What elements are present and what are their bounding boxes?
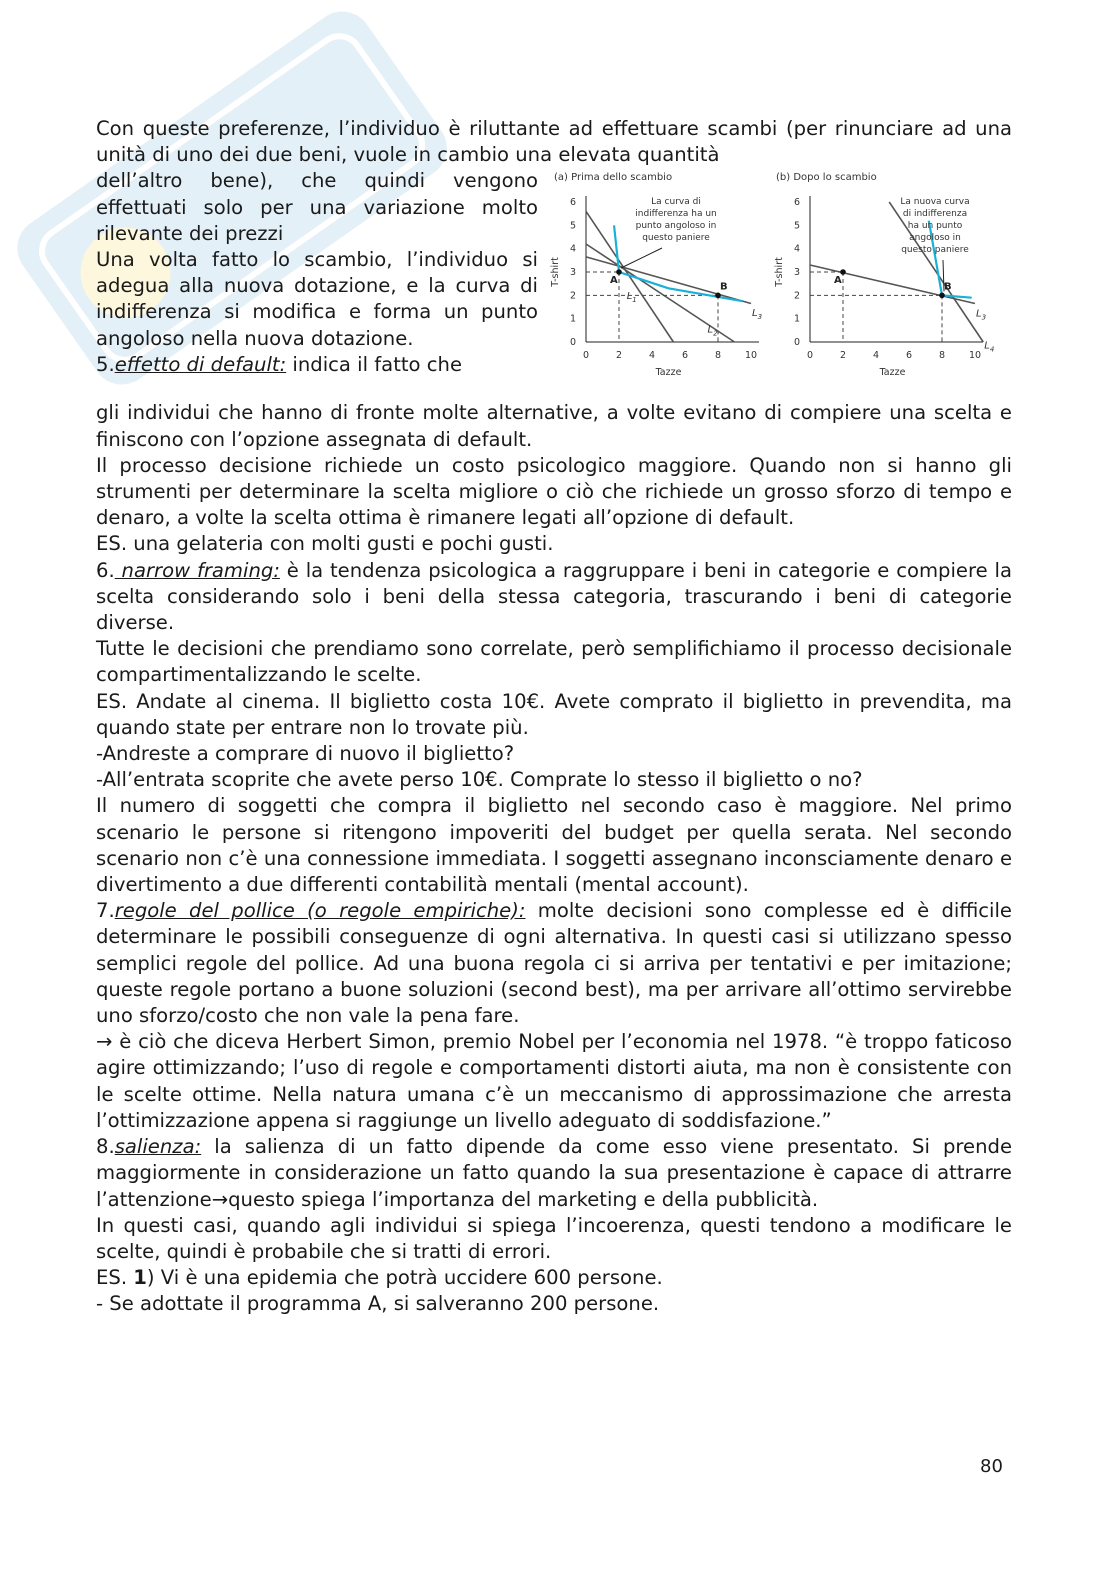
list-item-7: 7.regole del pollice (o regole empiriche): molte decisioni sono complesse ed è difficile determinare le possibili conseguenze di ogni alternativa. In questi casi si utilizzano spesso semplici regole del pollice. Ad una buona regola ci si arriva per tentativi e per imitazione; queste regole portano a buone soluzioni (second best), ma per arrivare all’ottimo servirebbe uno sforzo/costo che non vale la pena fare. <box>96 899 1012 1028</box>
paragraph: -Andreste a comprare di nuovo il biglietto? <box>96 742 515 766</box>
y-tick-label: 6 <box>793 197 800 209</box>
chart-annotation: La curva di <box>651 197 701 208</box>
y-tick-label: 6 <box>569 197 576 209</box>
y-tick-label: 4 <box>793 244 800 256</box>
x-tick-label: 0 <box>582 350 590 362</box>
float-text-block <box>96 168 538 378</box>
bundle-point-label: A <box>834 275 842 287</box>
budget-line-label-sub: 1 <box>632 296 637 305</box>
x-tick-label: 4 <box>648 350 656 362</box>
x-tick-label: 2 <box>839 350 847 362</box>
paragraph: Con queste preferenze, l’individuo è riluttante ad effettuare scambi (per rinunciare ad una unità di uno dei due beni, vuole in cambio una elevata quantità <box>96 117 1012 167</box>
list-item-8: 8.salienza: la salienza di un fatto dipende da come esso viene presentato. Si prende maggiormente in considerazione un fatto quando la sua presentazione è capace di attrarre l’attenzione→questo spiega l’importanza del marketing e della pubblicità. <box>96 1135 1012 1211</box>
page-body <box>96 116 1012 1318</box>
term-regole-pollice: regole del pollice (o regole empiriche): <box>114 899 526 923</box>
example-line: - Se adottate il programma A, si salveranno 200 persone. <box>96 1292 660 1316</box>
chart-title: (b) Dopo lo scambio <box>776 172 877 184</box>
budget-line-label: $L_3$ <box>976 308 987 322</box>
chart-annotation: punto angoloso in <box>635 221 717 232</box>
page-number: 80 <box>980 1456 1003 1477</box>
paragraph: Una volta fatto lo scambio, l’individuo si adegua alla nuova dotazione, e la curva di indifferenza si modifica e forma un punto angoloso nella nuova dotazione. <box>96 248 538 350</box>
chart-title: (a) Prima dello scambio <box>554 172 673 184</box>
chart-annotation: La nuova curva <box>900 197 970 208</box>
chart-panel-2 <box>774 172 994 378</box>
paragraph: ES. Andate al cinema. Il biglietto costa 10€. Avete comprato il biglietto in prevendita, ma quando state per entrare non lo trovate più. <box>96 689 1012 739</box>
y-axis-label: T-shirt <box>774 257 785 288</box>
simon-quote: → è ciò che diceva Herbert Simon, premio Nobel per l’economia nel 1978. “è troppo faticoso agire ottimizzando; l’uso di regole e comportamenti distorti aiuta, ma non è consistente con le scelte ottime. Nella natura umana c’è un meccanismo di approssimazione che arresta l’ottimizzazione appena si raggiunge un livello adeguato di soddisfazione.” <box>96 1030 1012 1132</box>
chart-annotation: indifferenza ha un <box>635 209 717 220</box>
y-tick-label: 3 <box>793 267 800 279</box>
indifference-curves-figure <box>552 168 1012 400</box>
y-tick-label: 1 <box>793 314 800 326</box>
x-tick-label: 6 <box>681 350 689 362</box>
bundle-point-label: B <box>720 281 728 293</box>
term-salienza: salienza: <box>114 1135 202 1159</box>
chart-annotation: questo paniere <box>642 233 710 244</box>
paragraph: Il processo decisione richiede un costo psicologico maggiore. Quando non si hanno gli strumenti per determinare la scelta migliore o ciò che richiede un grosso sforzo di tempo e denaro, a volte la scelta ottima è rimanere legati all’opzione di default. <box>96 453 1012 530</box>
paragraph: Il numero di soggetti che compra il biglietto nel secondo caso è maggiore. Nel primo scenario le persone si ritengono impoveriti del budget per quella serata. Nel secondo scenario non c’è una connessione immediata. I soggetti assegnano inconsciamente denaro e divertimento a due differenti contabilità mentali (mental account). <box>96 794 1012 897</box>
x-axis-label: Tazze <box>879 367 906 379</box>
y-tick-label: 2 <box>569 290 576 302</box>
paragraph: ES. una gelateria con molti gusti e pochi gusti. <box>96 532 554 556</box>
chart-annotation: angoloso in <box>909 233 961 244</box>
chart-annotation: ha un punto <box>907 221 963 232</box>
x-axis-label: Tazze <box>655 367 682 379</box>
chart-panel-1 <box>550 172 762 378</box>
list-item-6: 6. narrow framing: è la tendenza psicologica a raggruppare i beni in categorie e compiere la scelta considerando solo i beni della stessa categoria, trascurando i beni di categorie diverse. <box>96 558 1012 635</box>
paragraph: Tutte le decisioni che prendiamo sono correlate, però semplifichiamo il processo decisionale compartimentalizzando le scelte. <box>96 637 1012 687</box>
y-tick-label: 4 <box>569 244 576 256</box>
list-item-5-body: gli individui che hanno di fronte molte alternative, a volte evitano di compiere una scelta e finiscono con l’opzione assegnata di default. <box>96 401 1012 451</box>
chart-annotation: di indifferenza <box>902 209 968 220</box>
example-line: ES. 1) Vi è una epidemia che potrà uccidere 600 persone. <box>96 1266 663 1290</box>
x-tick-label: 4 <box>872 350 880 362</box>
budget-line-label-sub: 3 <box>981 313 987 322</box>
bundle-point-label: B <box>944 281 952 293</box>
bundle-point <box>715 293 721 299</box>
term-narrow-framing: narrow framing: <box>114 558 280 582</box>
y-tick-label: 0 <box>793 337 800 349</box>
y-tick-label: 0 <box>569 337 576 349</box>
x-tick-label: 6 <box>905 350 913 362</box>
chart-annotation: questo paniere <box>901 245 969 256</box>
y-tick-label: 5 <box>569 220 576 232</box>
y-tick-label: 1 <box>569 314 576 326</box>
paragraph: dell’altro bene), che quindi vengono effettuati solo per una variazione molto rilevante dei prezzi <box>96 169 538 245</box>
budget-line-label-sub: 4 <box>989 346 995 355</box>
y-tick-label: 5 <box>793 220 800 232</box>
x-tick-label: 8 <box>714 350 722 362</box>
y-tick-label: 3 <box>569 267 576 279</box>
paragraph: -All’entrata scoprite che avete perso 10€. Comprate lo stesso il biglietto o no? <box>96 768 863 792</box>
budget-line-label-sub: 2 <box>713 330 718 339</box>
budget-line-label: $L_4$ <box>984 341 995 355</box>
budget-line-label: $L_3$ <box>752 308 763 322</box>
budget-line-label-sub: 3 <box>757 313 763 322</box>
budget-line-label: $L_2$ <box>707 325 718 339</box>
x-tick-label: 10 <box>968 350 982 362</box>
list-item-5-head: 5.effetto di default: indica il fatto che <box>96 352 463 376</box>
bundle-point <box>840 270 846 276</box>
x-tick-label: 0 <box>806 350 814 362</box>
x-tick-label: 2 <box>615 350 623 362</box>
annotation-arrow <box>621 248 662 268</box>
indifference-charts <box>552 168 1012 400</box>
bundle-point <box>616 270 622 276</box>
bundle-point <box>939 293 945 299</box>
x-tick-label: 8 <box>938 350 946 362</box>
term-effetto-default: effetto di default: <box>114 352 287 376</box>
x-tick-label: 10 <box>744 350 758 362</box>
budget-line-label: $L_1$ <box>626 291 637 305</box>
paragraph: In questi casi, quando agli individui si spiega l’incoerenza, questi tendono a modificare le scelte, quindi è probabile che si tratti di errori. <box>96 1213 1012 1263</box>
bundle-point-label: A <box>610 275 618 287</box>
y-axis-label: T-shirt <box>550 257 561 288</box>
y-tick-label: 2 <box>793 290 800 302</box>
